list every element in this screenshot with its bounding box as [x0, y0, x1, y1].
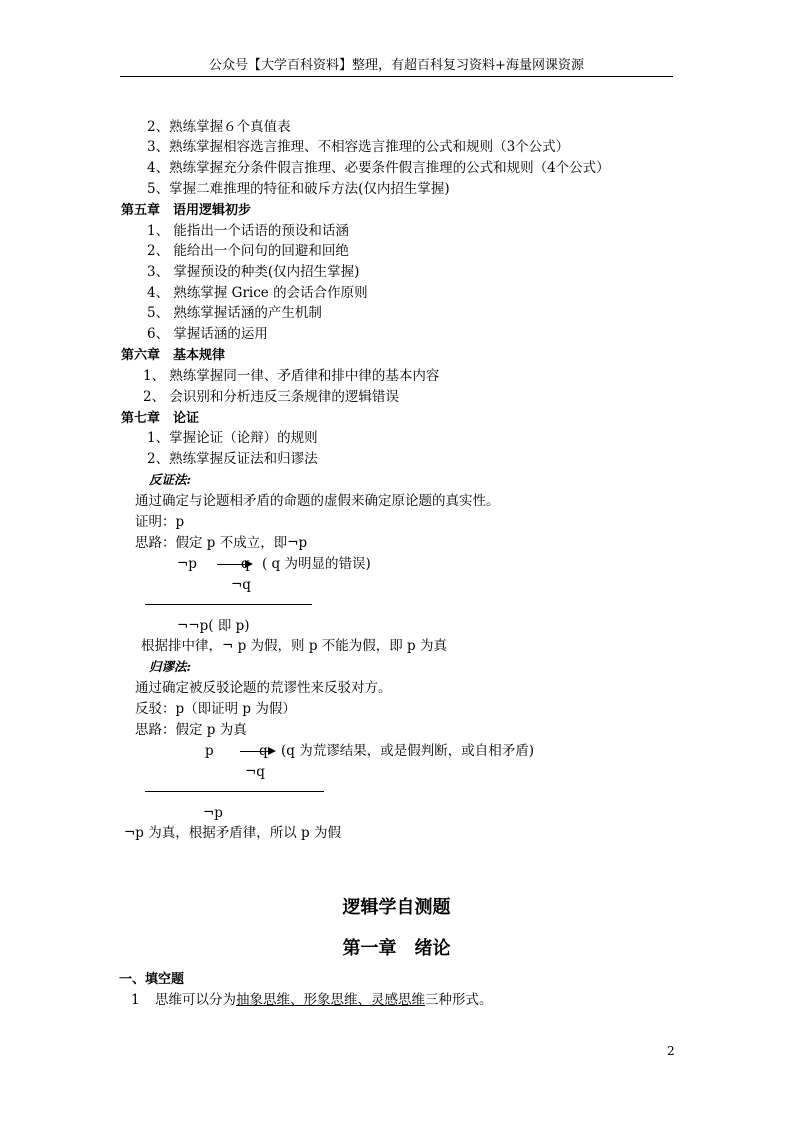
consequent-text: q — [259, 743, 268, 759]
note-text: ( q 为明显的错误) — [262, 556, 371, 572]
chapter-title: 第一章 绪论 — [342, 938, 451, 959]
list-item: 1、 能指出一个话语的预设和话涵 — [147, 223, 349, 239]
list-item: 2、熟练掌握６个真值表 — [147, 119, 291, 135]
list-item: 6、 掌握话涵的运用 — [147, 326, 268, 342]
proof-statement: 证明：p — [135, 514, 185, 530]
chapter6-heading: 第六章 基本规律 — [121, 348, 226, 363]
premise-text: ¬p — [177, 556, 197, 572]
negation-text: ¬q — [245, 764, 265, 780]
list-item: 2、 会识别和分析违反三条规律的逻辑错误 — [143, 389, 399, 405]
question-prefix: 思维可以分为 — [155, 992, 236, 1008]
header-divider — [120, 76, 673, 77]
list-item: 1、 熟练掌握同一律、矛盾律和排中律的基本内容 — [143, 368, 440, 384]
definition-text: 通过确定与论题相矛盾的命题的虚假来确定原论题的真实性。 — [135, 493, 500, 509]
section-heading: 一、填空题 — [119, 972, 185, 987]
inference-rule-line — [145, 791, 324, 792]
implication-arrow-icon — [240, 751, 274, 752]
page-header: 公众号【大学百科资料】整理，有超百科复习资料+海量网课资源 — [209, 58, 584, 73]
refute-statement: 反驳：p（即证明 p 为假） — [135, 701, 296, 717]
reasoning-text: ¬p 为真，根据矛盾律，所以 p 为假 — [124, 825, 341, 841]
question-answer: 抽象思维、形象思维、灵感思维 — [236, 992, 425, 1008]
list-item: 5、 熟练掌握话涵的产生机制 — [147, 305, 322, 321]
negation-text: ¬q — [231, 577, 251, 593]
premise-text: p — [205, 743, 214, 759]
conclusion-text: ¬¬p( 即 p) — [177, 618, 250, 634]
question-text — [155, 994, 493, 1008]
conclusion-text: ¬p — [203, 805, 223, 821]
question-suffix: 三种形式。 — [425, 992, 493, 1008]
consequent-text: q — [241, 556, 250, 572]
page-number: 2 — [667, 1044, 675, 1058]
approach-text: 思路：假定 p 不成立，即¬p — [135, 535, 308, 551]
proof-method-label: 反证法: — [149, 472, 192, 487]
reasoning-text: 根据排中律，¬ p 为假，则 p 不能为假，即 p 为真 — [141, 638, 447, 654]
list-item: 2、熟练掌握反证法和归谬法 — [147, 451, 318, 467]
list-item: 5、掌握二难推理的特征和破斥方法(仅内招生掌握) — [147, 181, 450, 197]
list-item: 2、 能给出一个问句的回避和回绝 — [147, 243, 349, 259]
approach-text: 思路：假定 p 为真 — [135, 722, 247, 738]
list-item: 1、掌握论证（论辩）的规则 — [147, 430, 318, 446]
chapter5-heading: 第五章 语用逻辑初步 — [121, 203, 252, 218]
inference-rule-line — [145, 604, 312, 605]
quiz-title: 逻辑学自测题 — [342, 897, 451, 918]
list-item: 3、 掌握预设的种类(仅内招生掌握) — [147, 264, 360, 280]
list-item: 4、 熟练掌握 Grice 的会话合作原则 — [147, 285, 368, 301]
list-item: 4、熟练掌握充分条件假言推理、必要条件假言推理的公式和规则（4个公式） — [147, 160, 610, 176]
definition-text: 通过确定被反驳论题的荒谬性来反驳对方。 — [135, 680, 392, 696]
question-number: 1 — [131, 992, 140, 1008]
chapter7-heading: 第七章 论证 — [121, 411, 200, 426]
list-item: 3、熟练掌握相容选言推理、不相容选言推理的公式和规则（3个公式） — [147, 139, 570, 155]
note-text: (q 为荒谬结果，或是假判断，或自相矛盾) — [281, 743, 534, 759]
proof-method-label: 归谬法: — [149, 659, 192, 674]
